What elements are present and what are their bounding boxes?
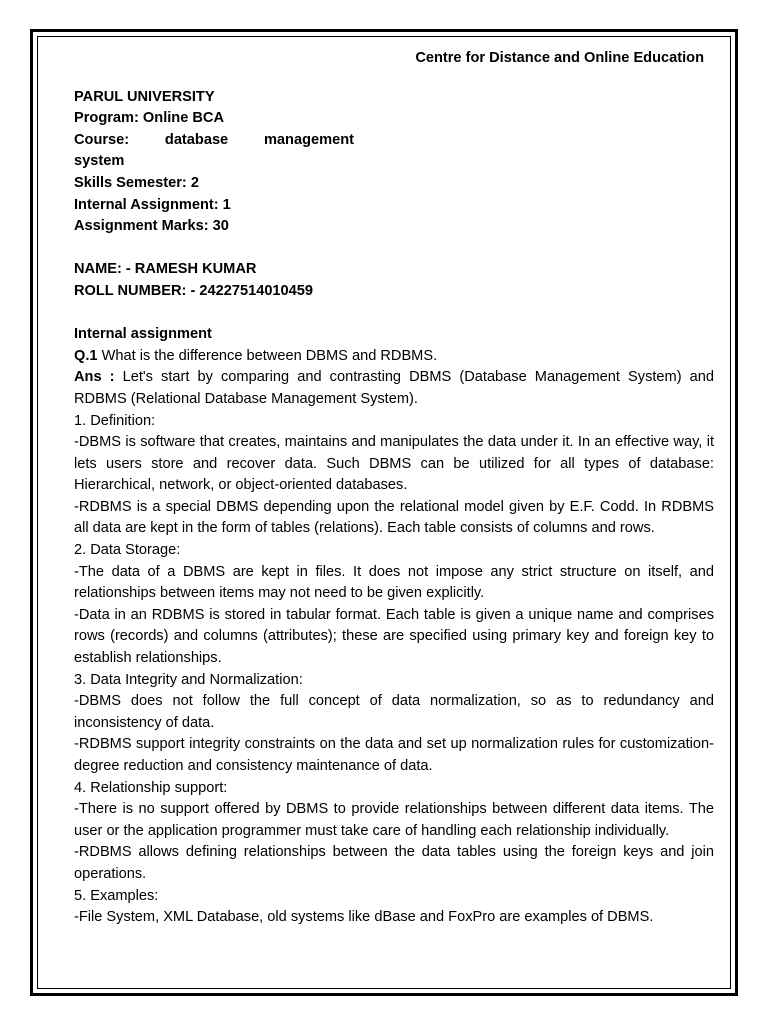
question-line xyxy=(74,346,714,368)
question-text: What is the difference between DBMS and RDBMS. xyxy=(97,347,438,364)
section-title: Internal assignment xyxy=(74,326,212,343)
course-label: Course: xyxy=(74,131,130,148)
para-rdbms-definition: -RDBMS is a special DBMS depending upon the relational model given by E.F. Codd. In RDBMS all data are kept in the form of tables (relations). Each table consists of columns and rows. xyxy=(74,498,714,537)
para-definition-heading: 1. Definition: xyxy=(74,412,156,429)
para-relationship-heading: 4. Relationship support: xyxy=(74,779,228,796)
answer-intro xyxy=(74,367,714,410)
marks-line: Assignment Marks: 30 xyxy=(74,218,229,235)
program-line: Program: Online BCA xyxy=(74,110,225,127)
course-word-management: management xyxy=(263,131,354,148)
document-content xyxy=(74,48,714,929)
roll-number: ROLL NUMBER: - 24227514010459 xyxy=(74,282,314,299)
para-dbms-storage: -The data of a DBMS are kept in files. It does not impose any strict structure on itself, and relationships between items may not need to be given explicitly. xyxy=(74,563,714,602)
para-integrity-heading: 3. Data Integrity and Normalization: xyxy=(74,671,303,688)
para-rdbms-relationship: -RDBMS allows defining relationships between the data tables using the foreign keys and join operations. xyxy=(74,844,714,882)
para-examples-heading: 5. Examples: xyxy=(74,887,159,904)
answer-label: Ans : xyxy=(74,369,115,386)
para-storage-heading: 2. Data Storage: xyxy=(74,542,181,559)
para-dbms-definition: -DBMS is software that creates, maintains and manipulates the data under it. In an effective way, it lets users store and recover data. Such DBMS can be utilized for all types of database: Hierarchical, network, or object-oriented databases. xyxy=(74,434,714,494)
answer-text: Let's start by comparing and contrasting DBMS (Database Management System) and RDBMS (Relational Database Management System). xyxy=(74,369,714,407)
internal-assignment-line: Internal Assignment: 1 xyxy=(74,196,231,213)
question-label: Q.1 xyxy=(74,347,98,364)
para-rdbms-integrity: -RDBMS support integrity constraints on the data and set up normalization rules for customization-degree reduction and consistency maintenance of data. xyxy=(74,736,714,774)
semester-line: Skills Semester: 2 xyxy=(74,174,199,191)
para-rdbms-storage: -Data in an RDBMS is stored in tabular format. Each table is given a unique name and comprises rows (records) and columns (attributes); these are specified using primary key and foreign key to establish relationships. xyxy=(74,606,714,667)
university-name: PARUL UNIVERSITY xyxy=(74,88,215,105)
course-word-database: database xyxy=(164,131,229,148)
course-word-system: system xyxy=(74,153,125,170)
para-dbms-relationship: -There is no support offered by DBMS to provide relationships between different data items. The user or the application programmer must take care of handling each relationship individually. xyxy=(74,801,714,839)
course-line xyxy=(74,130,354,152)
header-centre-title: Centre for Distance and Online Education xyxy=(415,50,704,66)
para-dbms-examples: -File System, XML Database, old systems like dBase and FoxPro are examples of DBMS. xyxy=(74,909,654,926)
para-dbms-integrity: -DBMS does not follow the full concept of data normalization, so as to redundancy and inconsistency of data. xyxy=(74,693,714,731)
student-name: NAME: - RAMESH KUMAR xyxy=(74,261,257,278)
